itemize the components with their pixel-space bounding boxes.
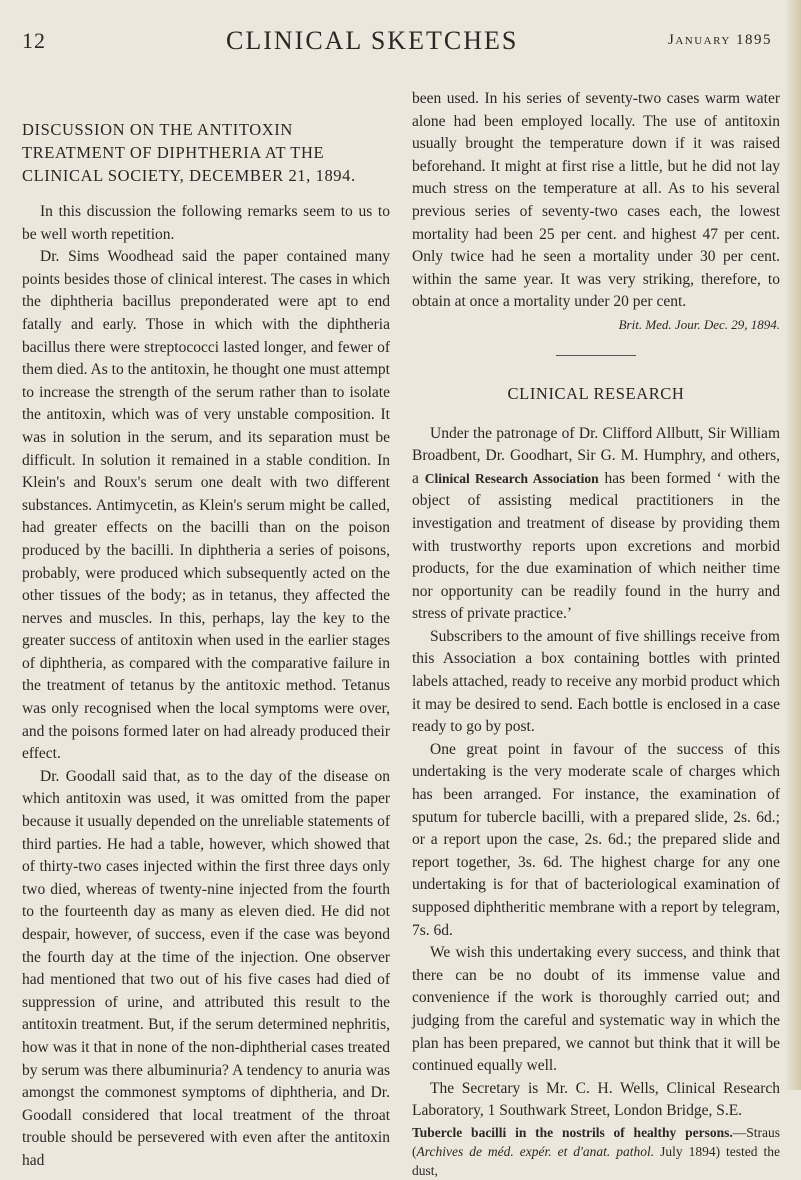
right-column (412, 88, 780, 1180)
running-title: CLINICAL SKETCHES (226, 26, 519, 55)
issue-date: January 1895 (668, 32, 773, 48)
paragraph-text: Under the patronage of Dr. Clifford Allbutt, Sir William Broadbent, Dr. Goodhart, Sir G. M. Humphry, and others, a (412, 424, 780, 487)
tubercle-note (412, 1123, 780, 1180)
source-citation: Brit. Med. Jour. Dec. 29, 1894. (618, 316, 780, 332)
paragraph: Dr. Sims Woodhead said the paper contained many points besides those of clinical interest. The cases in which the diphtheria bacillus preponderated were apt to end fatally and early. Those in which with the diphtheria bacillus there were streptococci lasted longer, and fewer of them died. As to the antitoxin, he thought one must attempt to increase the strength of the serum rather than to isolate the antitoxin, which was of very unstable composition. It was in solution in the serum, and its separation must be difficult. In solution it remained in a stable condition. In Klein's and Roux's serum one dealt with two different substances. Antimycetin, as Klein's serum might be called, had greater effects on the bacilli than on the poison produced by the bacilli. In diphtheria a series of poisons, probably, were produced which subsequently acted on the other tissues of the body; as in tetanus, they affected the nerves and muscles. In this, perhaps, lay the key to the greater success of antitoxin when used in the earlier stages of diphtheria, as compared with the comparative failure in the treatment of tetanus by the antitoxic method. Tetanus was only recognised when the local symptoms were over, and the poisons formed later on had already produced their effect. (22, 248, 390, 763)
continued-paragraph: been used. In his series of seventy-two cases warm water alone had been employed locally. The use of antitoxin usually brought the temperature down if it was raised beforehand. It might at first rise a little, but he did not lay much stress on the temperature at all. As to his several previous series of seventy-two cases each, the lowest mortality had been 25 per cent. and highest 47 per cent. Only twice had he seen a mortality under 30 per cent. within the same year. It was very striking, therefore, to obtain at once a mortality under 20 per cent. (412, 90, 780, 311)
discussion-heading: DISCUSSION ON THE ANTITOXIN TREATMENT OF DIPHTHERIA AT THE CLINICAL SOCIETY, DECEMBER 21, 1894. (22, 120, 356, 185)
clinical-research-heading: CLINICAL RESEARCH (507, 383, 685, 403)
paragraph: Dr. Goodall said that, as to the day of the disease on which antitoxin was used, it was omitted from the paper because it usually depended on the unreliable statements of third parties. He had a table, however, which showed that of thirty-two cases injected within the first three days only two died, whereas of twenty-nine injected from the fourth to the fourteenth day as many as eleven died. He did not despair, however, of success, even if the case was beyond the fourth day at the time of the injection. One observer had mentioned that two out of his five cases had died of suppression of urine, and attributed this result to the antitoxin treatment. But, if the serum determined nephritis, how was it that in none of the non-diphtherial cases treated by serum was there albuminuria? A tendency to anuria was amongst the commonest symptoms of diphtheria, and Dr. Goodall considered that local treatment of the throat trouble should be persevered with even after the antitoxin had (22, 767, 390, 1169)
association-name: Clinical Research Association (424, 470, 599, 486)
paragraph: In this discussion the following remarks seem to us to be well worth repetition. (22, 203, 390, 243)
left-column (22, 118, 390, 1173)
note-lead: Tubercle bacilli in the nostrils of healthy persons. (412, 1124, 733, 1140)
paragraph (412, 423, 780, 626)
journal-title: Archives de méd. expér. et d'anat. pathol. (416, 1143, 655, 1159)
page-number: 12 (22, 28, 46, 53)
note-text: July 1894) tested the dust, (412, 1143, 780, 1178)
page-edge-shading (785, 0, 801, 1090)
section-divider (556, 355, 636, 356)
paragraph: Subscribers to the amount of five shillings receive from this Association a box containing bottles with printed labels attached, ready to receive any morbid product which it may be desired to send. Each bottle is enclosed in a case ready to go by post. (412, 627, 780, 736)
paragraph: One great point in favour of the success of this undertaking is the very moderate scale of charges which has been arranged. For instance, the examination of sputum for tubercle bacilli, with a prepared slide, 2s. 6d.; or a report upon the case, 2s. 6d.; the prepared slide and report together, 3s. 6d. The highest charge for any one undertaking is for that of bacteriological examination of supposed diphtheritic membrane with a report by telegram, 7s. 6d. (412, 740, 780, 939)
paragraph: The Secretary is Mr. C. H. Wells, Clinical Research Laboratory, 1 Southwark Street, London Bridge, S.E. (412, 1079, 780, 1120)
note-text: —Straus ( (412, 1124, 780, 1159)
paragraph-text: has been formed ‘ with the object of assisting medical practitioners in the investigation and treatment of disease by providing them with trustworthy reports upon excretions and morbid products, for the due examination of which neither time nor opportunity can be readily found in the hurry and stress of private practice.’ (412, 469, 780, 623)
paragraph: We wish this undertaking every success, and think that there can be no doubt of its immense value and convenience if the work is thoroughly carried out; and judging from the careful and systematic way in which the plan has been prepared, we cannot but think that it will be continued equally well. (412, 944, 780, 1075)
